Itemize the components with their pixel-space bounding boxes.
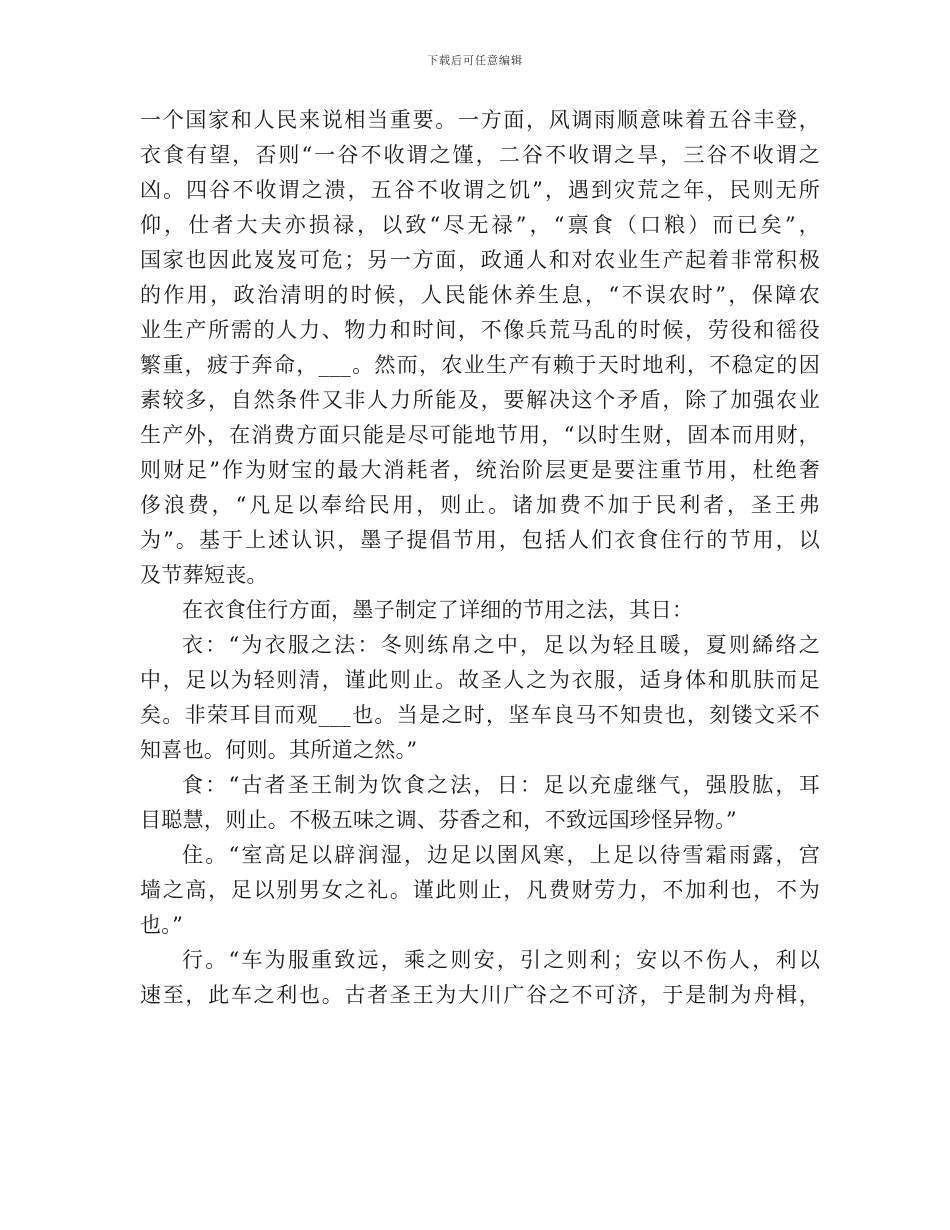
text-line: 食：“古者圣王制为饮食之法，日：足以充虚继气，强股肱，耳	[182, 773, 820, 797]
text-line: 目聪慧，则止。不极五味之调、芬香之和，不致远国珍怪异物。”	[140, 808, 737, 832]
text-line: 中，足以为轻则清，谨此则止。故圣人之为衣服，适身体和肌肤而足	[140, 668, 820, 692]
text-line: 业生产所需的人力、物力和时间，不像兵荒马乱的时候，劳役和徭役	[140, 318, 820, 342]
document-body	[140, 104, 820, 1014]
text-line: 繁重，疲于奔命，___。然而，农业生产有赖于天时地利，不稳定的因	[140, 353, 820, 377]
text-line: 速至，此车之利也。古者圣王为大川广谷之不可济，于是制为舟楫，	[140, 983, 820, 1007]
text-line: 衣食有望，否则“一谷不收谓之馑，二谷不收谓之旱，三谷不收谓之	[140, 143, 820, 167]
text-line: 生产外，在消费方面只能是尽可能地节用，“以时生财，固本而用财，	[140, 423, 820, 447]
text-line: 住。“室高足以辟润湿，边足以圉风寒，上足以待雪霜雨露，宫	[182, 843, 820, 867]
text-line: 凶。四谷不收谓之溃，五谷不收谓之饥”，遇到灾荒之年，民则无所	[140, 178, 820, 202]
text-line: 国家也因此岌岌可危；另一方面，政通人和对农业生产起着非常积极	[140, 248, 820, 272]
text-line: 一个国家和人民来说相当重要。一方面，风调雨顺意味着五谷丰登，	[140, 108, 820, 132]
text-line: 矣。非荣耳目而观___也。当是之时，坚车良马不知贵也，刻镂文采不	[140, 703, 820, 727]
text-line: 行。“车为服重致远，乘之则安，引之则利；安以不伤人，利以	[182, 948, 820, 972]
text-line: 知喜也。何则。其所道之然。”	[140, 738, 418, 762]
page-header: 下载后可任意编辑	[427, 54, 523, 67]
text-line: 在衣食住行方面，墨子制定了详细的节用之法，其日：	[182, 598, 694, 622]
text-line: 侈浪费，“凡足以奉给民用，则止。诸加费不加于民利者，圣王弗	[140, 493, 820, 517]
text-line: 为”。基于上述认识，墨子提倡节用，包括人们衣食住行的节用，以	[140, 528, 820, 552]
text-line: 仰，仕者大夫亦损禄，以致“尽无禄”，“禀食（口粮）而已矣”，	[140, 213, 820, 237]
text-line: 也。”	[140, 913, 184, 937]
text-line: 的作用，政治清明的时候，人民能休养生息，“不误农时”，保障农	[140, 283, 820, 307]
text-line: 素较多，自然条件又非人力所能及，要解决这个矛盾，除了加强农业	[140, 388, 820, 412]
text-line: 及节葬短丧。	[140, 563, 268, 587]
text-line: 衣：“为衣服之法：冬则练帛之中，足以为轻且暖，夏则絺络之	[182, 633, 820, 657]
text-line: 墙之高，足以别男女之礼。谨此则止，凡费财劳力，不加利也，不为	[140, 878, 820, 902]
text-line: 则财足”作为财宝的最大消耗者，统治阶层更是要注重节用，杜绝奢	[140, 458, 820, 482]
